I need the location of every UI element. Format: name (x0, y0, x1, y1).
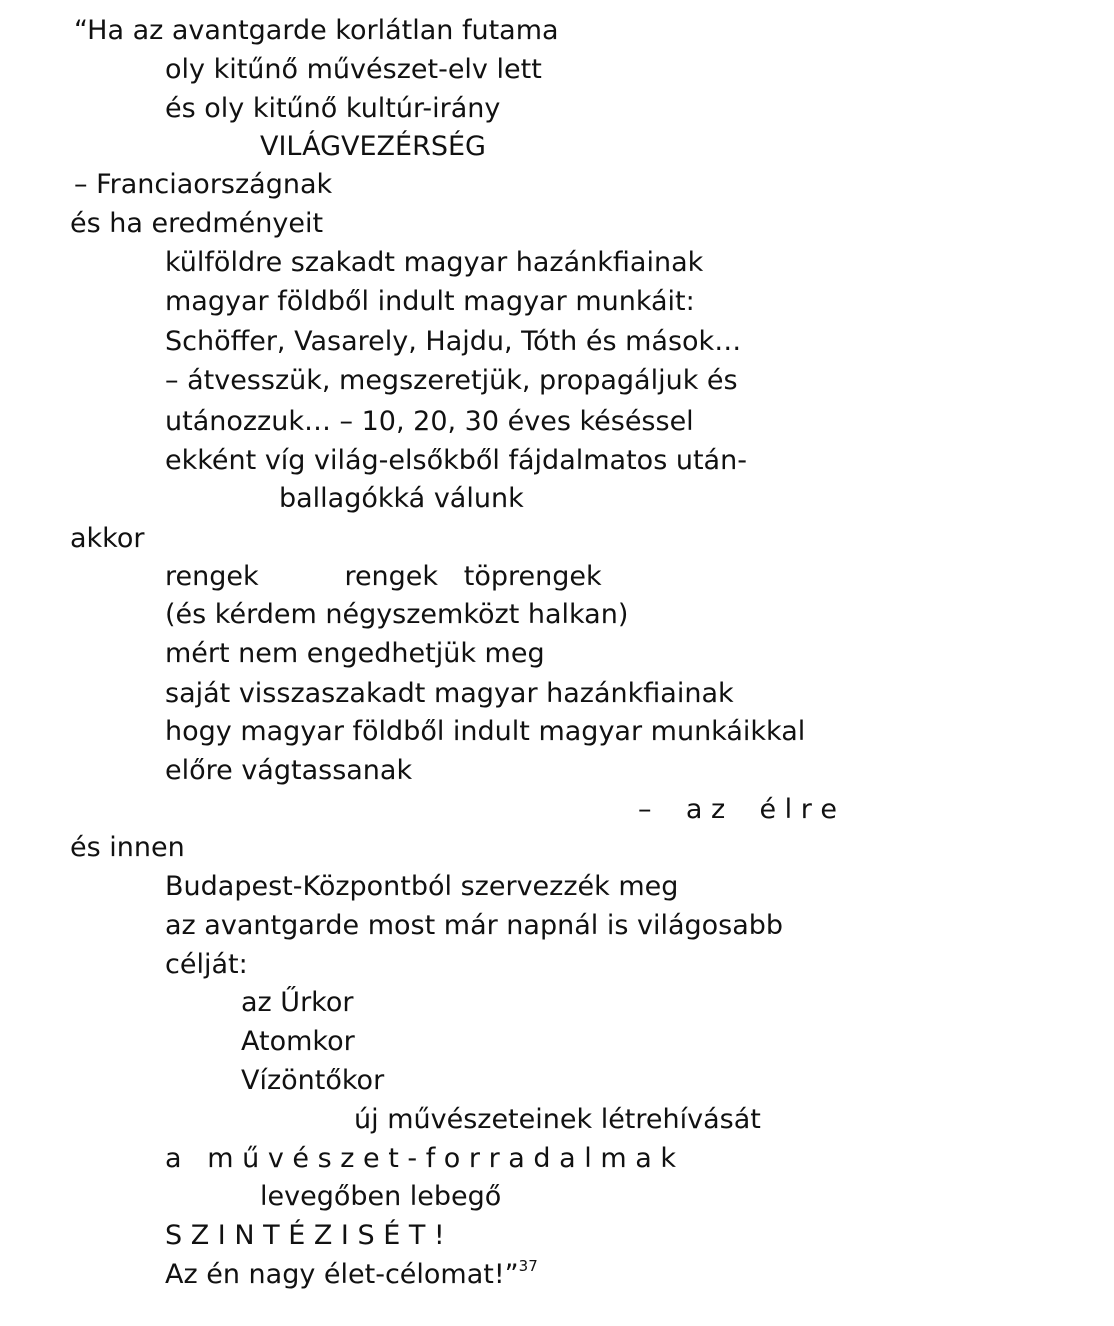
poem-line: – a z é l r e (638, 794, 838, 825)
poem-line: akkor (70, 523, 145, 554)
poem-line: (és kérdem négyszemközt halkan) (165, 599, 629, 630)
poem-line: VILÁGVEZÉRSÉG (260, 131, 486, 162)
poem-line: – átvesszük, megszeretjük, propagáljuk és (165, 365, 738, 396)
poem-line: – Franciaországnak (74, 169, 333, 200)
poem-line: ballagókká válunk (279, 483, 524, 514)
poem-line: Schöffer, Vasarely, Hajdu, Tóth és mások… (165, 326, 742, 357)
poem-line: az avantgarde most már napnál is világosabb (165, 910, 784, 941)
poem-line: és innen (70, 832, 185, 863)
poem-line: az Űrkor (241, 987, 354, 1018)
poem-line: és oly kitűnő kultúr-irány (165, 93, 501, 124)
poem-line-final (165, 1257, 538, 1293)
poem-line: Budapest-Központból szervezzék meg (165, 871, 679, 902)
poem-line: Vízöntőkor (241, 1065, 385, 1096)
poem-line: hogy magyar földből indult magyar munkáikkal (165, 716, 806, 747)
poem-line: utánozzuk… – 10, 20, 30 éves késéssel (165, 406, 694, 437)
poem-line: rengek rengek töprengek (165, 561, 602, 592)
poem-line: előre vágtassanak (165, 755, 413, 786)
poem-line: mért nem engedhetjük meg (165, 638, 545, 669)
poem-line-text: Az én nagy élet-célomat!” (165, 1259, 519, 1290)
poem-line: új művészeteinek létrehívását (354, 1104, 761, 1135)
poem-line: magyar földből indult magyar munkáit: (165, 286, 695, 317)
poem-line: “Ha az avantgarde korlátlan futama (74, 15, 559, 46)
poem-line: oly kitűnő művészet-elv lett (165, 54, 542, 85)
poem-line: saját visszaszakadt magyar hazánkfiainak (165, 678, 734, 709)
poem-line: Atomkor (241, 1026, 355, 1057)
footnote-reference[interactable]: 37 (518, 1257, 538, 1275)
poem-line: levegőben lebegő (260, 1181, 502, 1212)
poem-line: külföldre szakadt magyar hazánkfiainak (165, 247, 704, 278)
poem-line: S Z I N T É Z I S É T ! (165, 1220, 445, 1251)
poem-line: célját: (165, 949, 248, 980)
poem-line: a m ű v é s z e t - f o r r a d a l m a k (165, 1143, 676, 1174)
poem-line: ekként víg világ-elsőkből fájdalmatos után- (165, 445, 747, 476)
poem-line: és ha eredményeit (70, 208, 324, 239)
